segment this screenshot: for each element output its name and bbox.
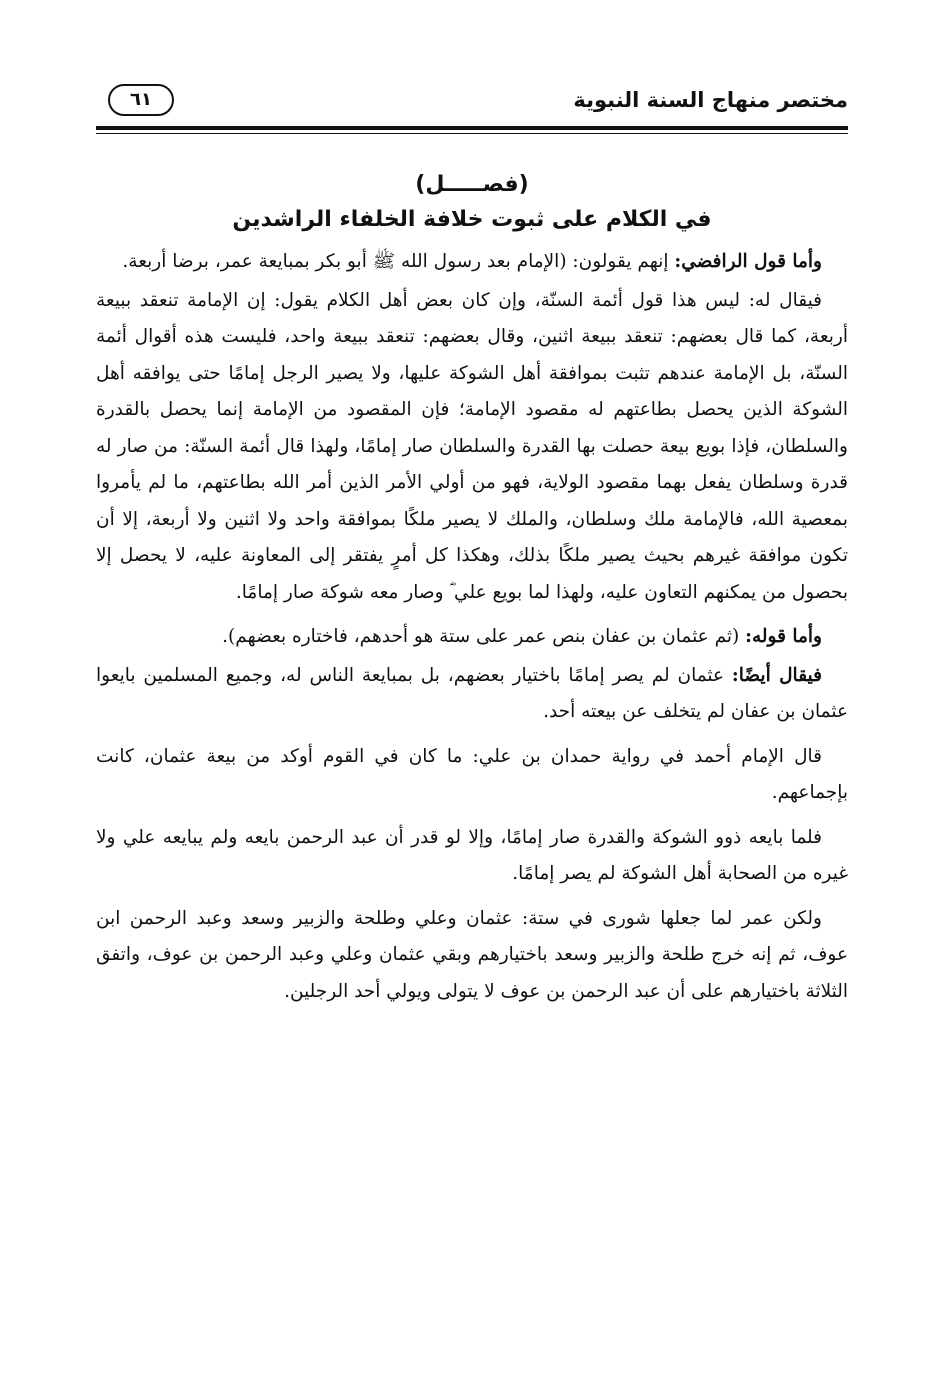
paragraph-3-text: (ثم عثمان بن عفان بنص عمر على ستة هو أحدهم، فاختاره بعضهم).	[222, 626, 746, 647]
section-subheading: في الكلام على ثبوت خلافة الخلفاء الراشدين	[232, 207, 712, 232]
paragraph-7	[96, 901, 848, 1011]
header-rule-thick	[96, 126, 848, 130]
paragraph-5-text: قال الإمام أحمد في رواية حمدان بن علي: ما كان في القوم أوكد من بيعة عثمان، كانت بإجماعهم.	[96, 745, 848, 803]
paragraph-1	[96, 244, 848, 281]
paragraph-4	[96, 658, 848, 731]
paragraph-2	[96, 283, 848, 612]
running-header	[96, 84, 848, 124]
paragraph-3	[96, 619, 848, 656]
book-title: مختصر منهاج السنة النبوية	[573, 88, 848, 112]
page-number-badge: ٦١	[108, 84, 174, 116]
paragraph-1-lead: وأما قول الرافضي:	[674, 251, 822, 272]
paragraph-7-text: ولكن عمر لما جعلها شورى في ستة: عثمان وعلي وطلحة والزبير وسعد وعبد الرحمن ابن عوف، ثم إنه خرج طلحة والزبير وسعد باختيارهم وبقي عثمان وعلي وعبد الرحمن بن عوف، واتفق الثلاثة باختيارهم على أن عبد الرحمن بن عوف لا يتولى ويولي أحد الرجلين.	[96, 907, 848, 1002]
paragraph-6	[96, 820, 848, 893]
paragraph-6-text: فلما بايعه ذوو الشوكة والقدرة صار إمامًا، وإلا لو قدر أن عبد الرحمن بايعه ولم يبايعه علي ولا غيره من الصحابة أهل الشوكة لم يصر إمامًا.	[96, 826, 848, 884]
section-heading: (فصـــــل)	[415, 172, 529, 197]
paragraph-1-text: إنهم يقولون: (الإمام بعد رسول الله ﷺ أبو بكر بمبايعة عمر، برضا أربعة.	[122, 251, 675, 272]
paragraph-4-text: عثمان لم يصر إمامًا باختيار بعضهم، بل بمبايعة الناس له، وجميع المسلمين بايعوا عثمان بن عفان لم يتخلف عن بيعته أحد.	[96, 664, 848, 722]
body-text	[96, 244, 848, 1018]
paragraph-3-lead: وأما قوله:	[745, 626, 822, 647]
header-rule-thin	[96, 133, 848, 134]
paragraph-4-lead: فيقال أيضًا:	[731, 664, 822, 686]
paragraph-5	[96, 739, 848, 812]
paragraph-2-text: فيقال له: ليس هذا قول أئمة السنّة، وإن كان بعض أهل الكلام يقول: إن الإمامة تنعقد ببيعة أربعة، كما قال بعضهم: تنعقد ببيعة اثنين، وقال بعضهم: تنعقد ببيعة واحد، فليست هذه أقوال أئمة السنّة، بل الإمامة عندهم تثبت بموافقة أهل الشوكة عليها، ولا يصير الرجل إمامًا حتى يوافقه أهل الشوكة الذين يحصل بطاعتهم له مقصود الإمامة؛ فإن المقصود من الإمامة إنما يحصل بالقدرة والسلطان، فإذا بويع بيعة حصلت بها القدرة والسلطان صار إمامًا، ولهذا قال أئمة السنّة: من صار له قدرة وسلطان يفعل بهما مقصود الولاية، فهو من أولي الأمر الذين أمر الله بطاعتهم، ما لم يأمروا بمعصية الله، فالإمامة ملك وسلطان، والملك لا يصير ملكًا بموافقة واحد ولا اثنين ولا أربعة، إلا أن تكون موافقة غيرهم بحيث يصير ملكًا بذلك، وهكذا كل أمرٍ يفتقر إلى المعاونة عليه، لا يحصل إلا بحصول من يمكنهم التعاون عليه، ولهذا لما بويع علي ؓ وصار معه شوكة صار إمامًا.	[96, 289, 848, 603]
